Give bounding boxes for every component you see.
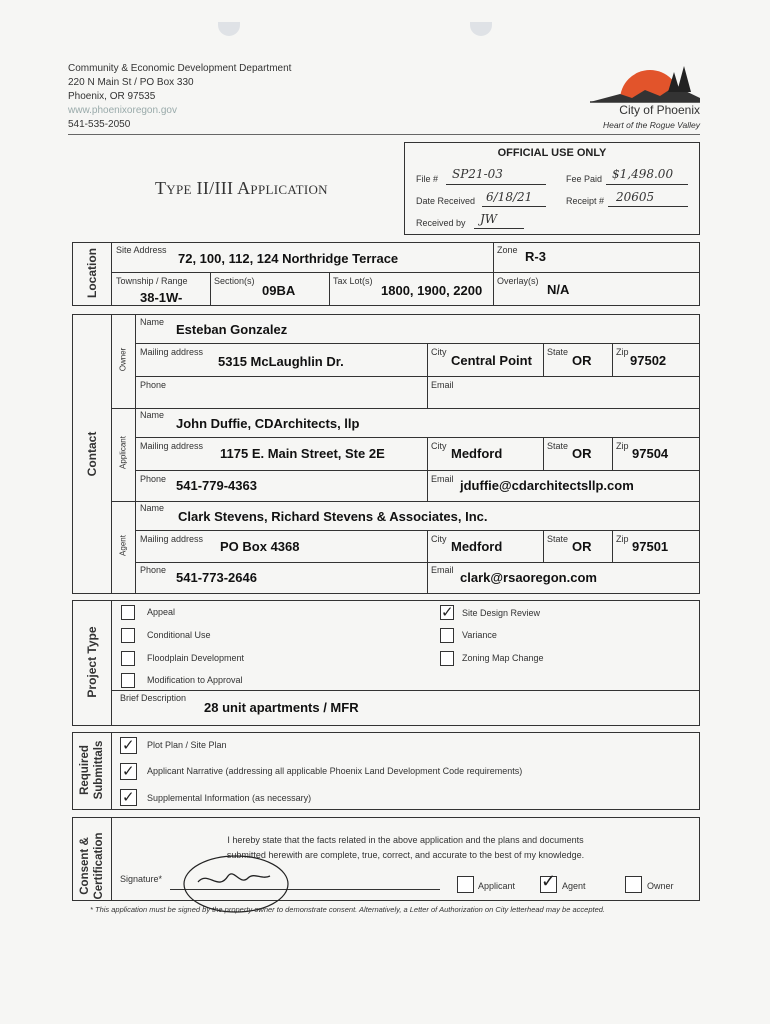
zone-value[interactable]: R-3: [525, 249, 546, 264]
city-tagline: Heart of the Rogue Valley: [602, 120, 700, 130]
applicant-email-label: Email: [431, 474, 454, 484]
agent-zip[interactable]: 97501: [632, 539, 669, 554]
modification-checkbox[interactable]: [121, 673, 135, 688]
owner-email-label: Email: [431, 380, 454, 390]
dept-name: Community & Economic Development Department: [68, 63, 292, 74]
city-logo-icon: [590, 62, 700, 104]
section-divider: [210, 272, 211, 306]
receipt-underline: [608, 206, 688, 207]
applicant-city-divider: [427, 437, 428, 470]
footnote: * This application must be signed by the property owner to demonstrate consent. Alternatively, a Letter of Authorization on City letterhead may be accepted.: [90, 905, 606, 914]
address-line-1: 220 N Main St / PO Box 330: [68, 77, 194, 88]
consent-label-2: Certification: [93, 832, 105, 900]
zone-divider: [493, 242, 494, 272]
owner-name[interactable]: Esteban Gonzalez: [176, 322, 288, 337]
receipt-label: Receipt #: [566, 196, 605, 206]
variance-checkbox[interactable]: [440, 628, 454, 643]
floodplain-checkbox[interactable]: [121, 651, 135, 666]
file-label: File #: [416, 174, 439, 184]
agent-row-2: [135, 562, 700, 563]
owner-signer-checkbox[interactable]: [625, 876, 642, 893]
taxlot-value[interactable]: 1800, 1900, 2200: [381, 283, 483, 298]
appeal-label: Appeal: [147, 607, 176, 617]
owner-city[interactable]: Central Point: [451, 353, 532, 368]
contact-label: Contact: [85, 431, 99, 477]
agent-email-divider: [427, 562, 428, 594]
agent-state-divider: [543, 530, 544, 562]
checkmark-icon: ✓: [441, 604, 454, 621]
agent-state[interactable]: OR: [572, 539, 592, 554]
variance-label: Variance: [462, 630, 497, 640]
owner-zip-divider: [612, 343, 613, 376]
consent-line-2: submitted herewith are complete, true, correct, and accurate to the best of my knowledge.: [226, 850, 585, 860]
applicant-state-label: State: [547, 441, 569, 451]
owner-state-divider: [543, 343, 544, 376]
agent-zip-divider: [612, 530, 613, 562]
owner-zip-label: Zip: [616, 347, 629, 357]
brief-description[interactable]: 28 unit apartments / MFR: [204, 700, 359, 715]
agent-mailing-label: Mailing address: [140, 534, 204, 544]
owner-phone-label: Phone: [140, 380, 167, 390]
date-received[interactable]: 6/18/21: [486, 190, 533, 204]
checkmark-icon: ✓: [122, 737, 135, 754]
applicant-email-divider: [427, 470, 428, 501]
agent-name-label: Name: [140, 503, 165, 513]
conditional-use-checkbox[interactable]: [121, 628, 135, 643]
site-address-label: Site Address: [116, 245, 167, 255]
zoning-map-change-checkbox[interactable]: [440, 651, 454, 666]
applicant-name-label: Name: [140, 410, 165, 420]
applicant-signer-label: Applicant: [478, 881, 516, 891]
agent-phone[interactable]: 541-773-2646: [176, 570, 257, 585]
applicant-phone[interactable]: 541-779-4363: [176, 478, 257, 493]
brief-divider: [111, 690, 700, 691]
zone-label: Zone: [497, 245, 518, 255]
applicant-mailing-label: Mailing address: [140, 441, 204, 451]
owner-separator: [111, 408, 700, 409]
fee-label: Fee Paid: [566, 174, 603, 184]
agent-signer-label: Agent: [562, 881, 586, 891]
project-type-section: [72, 600, 700, 726]
section-field-label: Section(s): [214, 276, 255, 286]
consent-line-1: I hereby state that the facts related in the above application and the plans and documents: [227, 835, 584, 845]
consent-label-1: Consent &: [79, 837, 91, 895]
agent-row-1: [135, 530, 700, 531]
applicant-state-divider: [543, 437, 544, 470]
owner-mailing-label: Mailing address: [140, 347, 204, 357]
site-design-review-label: Site Design Review: [462, 608, 541, 618]
punch-hole-right: [470, 22, 492, 36]
address-line-2: Phoenix, OR 97535: [68, 91, 156, 102]
taxlot-label: Tax Lot(s): [333, 276, 373, 286]
overlay-label: Overlay(s): [497, 276, 539, 286]
applicant-city[interactable]: Medford: [451, 446, 503, 461]
owner-name-label: Name: [140, 317, 165, 327]
agent-address[interactable]: PO Box 4368: [220, 539, 300, 554]
applicant-row-1: [135, 437, 700, 438]
site-address-value[interactable]: 72, 100, 112, 124 Northridge Terrace: [178, 251, 399, 266]
project-type-label: Project Type: [85, 626, 99, 698]
signature-label: Signature*: [120, 874, 163, 884]
agent-email-label: Email: [431, 565, 454, 575]
phone-number: 541-535-2050: [68, 119, 131, 130]
owner-signer-label: Owner: [647, 881, 674, 891]
agent-state-label: State: [547, 534, 569, 544]
conditional-use-label: Conditional Use: [147, 630, 211, 640]
applicant-signer-checkbox[interactable]: [457, 876, 474, 893]
owner-state[interactable]: OR: [572, 353, 592, 368]
agent-email[interactable]: clark@rsaoregon.com: [460, 570, 597, 585]
fee-underline: [606, 184, 688, 185]
received-underline: [474, 228, 524, 229]
applicant-separator: [111, 501, 700, 502]
appeal-checkbox[interactable]: [121, 605, 135, 620]
submittals-divider: [111, 732, 112, 810]
owner-row-2: [135, 376, 700, 377]
location-label: Location: [85, 248, 99, 298]
fee-paid[interactable]: $1,498.00: [612, 167, 674, 181]
agent-zip-label: Zip: [616, 534, 629, 544]
applicant-address[interactable]: 1175 E. Main Street, Ste 2E: [220, 446, 385, 461]
header-block: [68, 62, 291, 132]
agent-city[interactable]: Medford: [451, 539, 503, 554]
brief-description-label: Brief Description: [120, 693, 187, 703]
owner-row-1: [135, 343, 700, 344]
received-by[interactable]: JW: [480, 212, 498, 226]
checkmark-icon: ✓: [541, 871, 557, 891]
contact-divider: [111, 314, 112, 594]
modification-label: Modification to Approval: [147, 675, 243, 685]
city-name: City of Phoenix: [619, 103, 700, 117]
applicant-zip[interactable]: 97504: [632, 446, 669, 461]
owner-state-label: State: [547, 347, 569, 357]
file-underline: [446, 184, 546, 185]
role-divider: [135, 314, 136, 594]
overlay-divider: [493, 272, 494, 306]
checkmark-icon: ✓: [122, 789, 135, 806]
owner-address[interactable]: 5315 McLaughlin Dr.: [218, 354, 344, 369]
file-number[interactable]: SP21-03: [452, 167, 503, 181]
owner-city-label: City: [431, 347, 447, 357]
applicant-email[interactable]: jduffie@cdarchitectsllp.com: [460, 478, 634, 493]
owner-email-divider: [427, 376, 428, 408]
section-value[interactable]: 09BA: [262, 283, 296, 298]
header-rule: [68, 134, 700, 135]
zoning-map-change-label: Zoning Map Change: [462, 653, 544, 663]
submittals-label-1: Required: [79, 745, 91, 795]
received-by-label: Received by: [416, 218, 466, 228]
page-title: Type II/III Application: [155, 178, 328, 198]
applicant-zip-divider: [612, 437, 613, 470]
submittals-label-2: Submittals: [93, 740, 105, 800]
owner-zip[interactable]: 97502: [630, 353, 667, 368]
location-divider: [111, 242, 112, 306]
website-link[interactable]: www.phoenixoregon.gov: [68, 105, 177, 116]
checkmark-icon: ✓: [122, 763, 135, 780]
submittals-label: [78, 732, 106, 808]
date-label: Date Received: [416, 196, 476, 206]
project-divider: [111, 600, 112, 726]
punch-hole-left: [218, 22, 240, 36]
agent-role-label: Agent: [118, 535, 128, 556]
agent-city-divider: [427, 530, 428, 562]
date-underline: [482, 206, 546, 207]
applicant-zip-label: Zip: [616, 441, 629, 451]
taxlot-divider: [329, 272, 330, 306]
agent-name[interactable]: Clark Stevens, Richard Stevens & Associates, Inc.: [178, 509, 488, 524]
location-row-divider: [111, 272, 700, 273]
township-value[interactable]: 38-1W-: [140, 290, 183, 305]
owner-role-label: Owner: [118, 347, 128, 372]
applicant-phone-label: Phone: [140, 474, 167, 484]
applicant-name[interactable]: John Duffie, CDArchitects, llp: [176, 416, 360, 431]
floodplain-label: Floodplain Development: [147, 653, 245, 663]
supplemental-label: Supplemental Information (as necessary): [147, 793, 312, 803]
receipt-number[interactable]: 20605: [616, 190, 655, 204]
agent-city-label: City: [431, 534, 447, 544]
applicant-state[interactable]: OR: [572, 446, 592, 461]
applicant-role-label: Applicant: [118, 436, 128, 469]
agent-phone-label: Phone: [140, 565, 167, 575]
township-label: Township / Range: [116, 276, 188, 286]
official-use-heading: OFFICIAL USE ONLY: [497, 147, 607, 159]
applicant-row-2: [135, 470, 700, 471]
consent-label: [78, 824, 106, 908]
narrative-label: Applicant Narrative (addressing all applicable Phoenix Land Development Code requirements): [147, 766, 523, 776]
owner-city-divider: [427, 343, 428, 376]
plot-plan-label: Plot Plan / Site Plan: [147, 740, 227, 750]
applicant-city-label: City: [431, 441, 447, 451]
overlay-value[interactable]: N/A: [547, 282, 570, 297]
